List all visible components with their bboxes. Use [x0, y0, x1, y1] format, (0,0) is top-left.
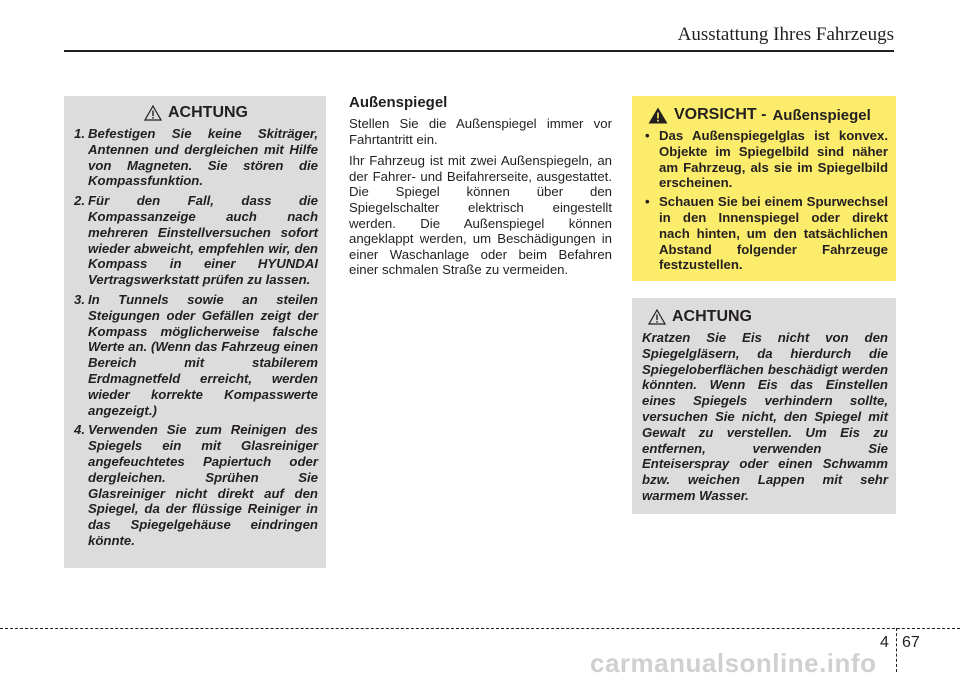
list-item: 3. In Tunnels sowie an steilen Steigungen oder Gefällen zeigt der Kompass möglicherweise falsche Werte an. (Wenn das Fahrzeug einen Bereich mit stabilerem Erdmagnetfeld erreicht, werden wieder korrekte Kompasswerte angezeigt.) [74, 291, 318, 418]
list-item: 4. Verwenden Sie zum Reinigen des Spiegels ein mit Glasreiniger angefeuchtetes Papiertuch oder dergleichen. Sprühen Sie Glasreiniger nicht direkt auf den Spiegel, da der flüssige Reiniger in das Spiegelgehäuse eindringen könnte. [74, 422, 318, 548]
warning-triangle-icon [144, 105, 162, 121]
list-item: • Schauen Sie bei einem Spurwechsel in den Innenspiegel oder direkt nach hinten, um den tatsächlichen Abstand folgender Fahrzeuge festzustellen. [645, 194, 888, 273]
section-heading: Außenspiegel [349, 94, 448, 111]
header-divider [64, 50, 894, 52]
achtung-list [74, 126, 318, 549]
vorsicht-box [632, 96, 896, 281]
achtung-heading-label: ACHTUNG [168, 104, 248, 121]
list-item: 1. Befestigen Sie keine Skiträger, Antennen und dergleichen mit Hilfe von Magneten. Sie stören die Kompassfunktion. [74, 126, 318, 189]
body-paragraph: Ihr Fahrzeug ist mit zwei Außenspiegeln, an der Fahrer- und Beifahrerseite, ausgestattet. Die Spiegel können über den Spiegelschalter elektrisch eingestellt werden. Die Außenspiegel können angeklappt werden, um Beschädigungen in einer Waschanlage oder beim Befahren einer schmalen Straße zu vermeiden. [349, 153, 612, 278]
footer-divider [0, 628, 960, 629]
list-item: • Das Außenspiegelglas ist konvex. Objekte im Spiegelbild sind näher am Fahrzeug, als sie im Spiegelbild erscheinen. [645, 128, 888, 191]
list-item: 2. Für den Fall, dass die Kompassanzeige auch nach mehreren Einstellversuchen sofort wieder abweicht, empfehlen wir, den Kompass in einer HYUNDAI Vertragswerkstatt prüfen zu lassen. [74, 193, 318, 288]
vorsicht-list [642, 128, 888, 273]
vorsicht-label: VORSICHT - [674, 106, 767, 123]
footer-page-separator [896, 628, 897, 672]
achtung-ice-text: Kratzen Sie Eis nicht von den Spiegelgläsern, da hierdurch die Spiegeloberflächen beschädigt werden könnten. Wenn Eis das Einstellen eines Spiegels verhindern sollte, versuchen Sie nicht, den Spiegel mit Gewalt zu verstellen. Um Eis zu entfernen, verwenden Sie Enteiserspray oder einen Schwamm bzw. weichen Lappen mit sehr warmem Wasser. [642, 330, 888, 503]
achtung-heading-label: ACHTUNG [672, 308, 752, 325]
filled-warning-triangle-icon [648, 107, 668, 124]
achtung-ice-box [632, 298, 896, 514]
achtung-heading [74, 104, 318, 122]
achtung-heading [642, 308, 888, 326]
page-number: 67 [902, 634, 920, 651]
vorsicht-heading [642, 106, 888, 124]
page-header-title: Ausstattung Ihres Fahrzeugs [677, 24, 894, 45]
vorsicht-subheading: Außenspiegel [772, 106, 871, 124]
achtung-compass-box [64, 96, 326, 568]
chapter-number: 4 [880, 634, 889, 651]
watermark: carmanualsonline.info [590, 648, 877, 678]
intro-paragraph: Stellen Sie die Außenspiegel immer vor Fahrtantritt ein. [349, 116, 612, 147]
warning-triangle-icon [648, 309, 666, 325]
aussenspiegel-section [349, 94, 612, 284]
